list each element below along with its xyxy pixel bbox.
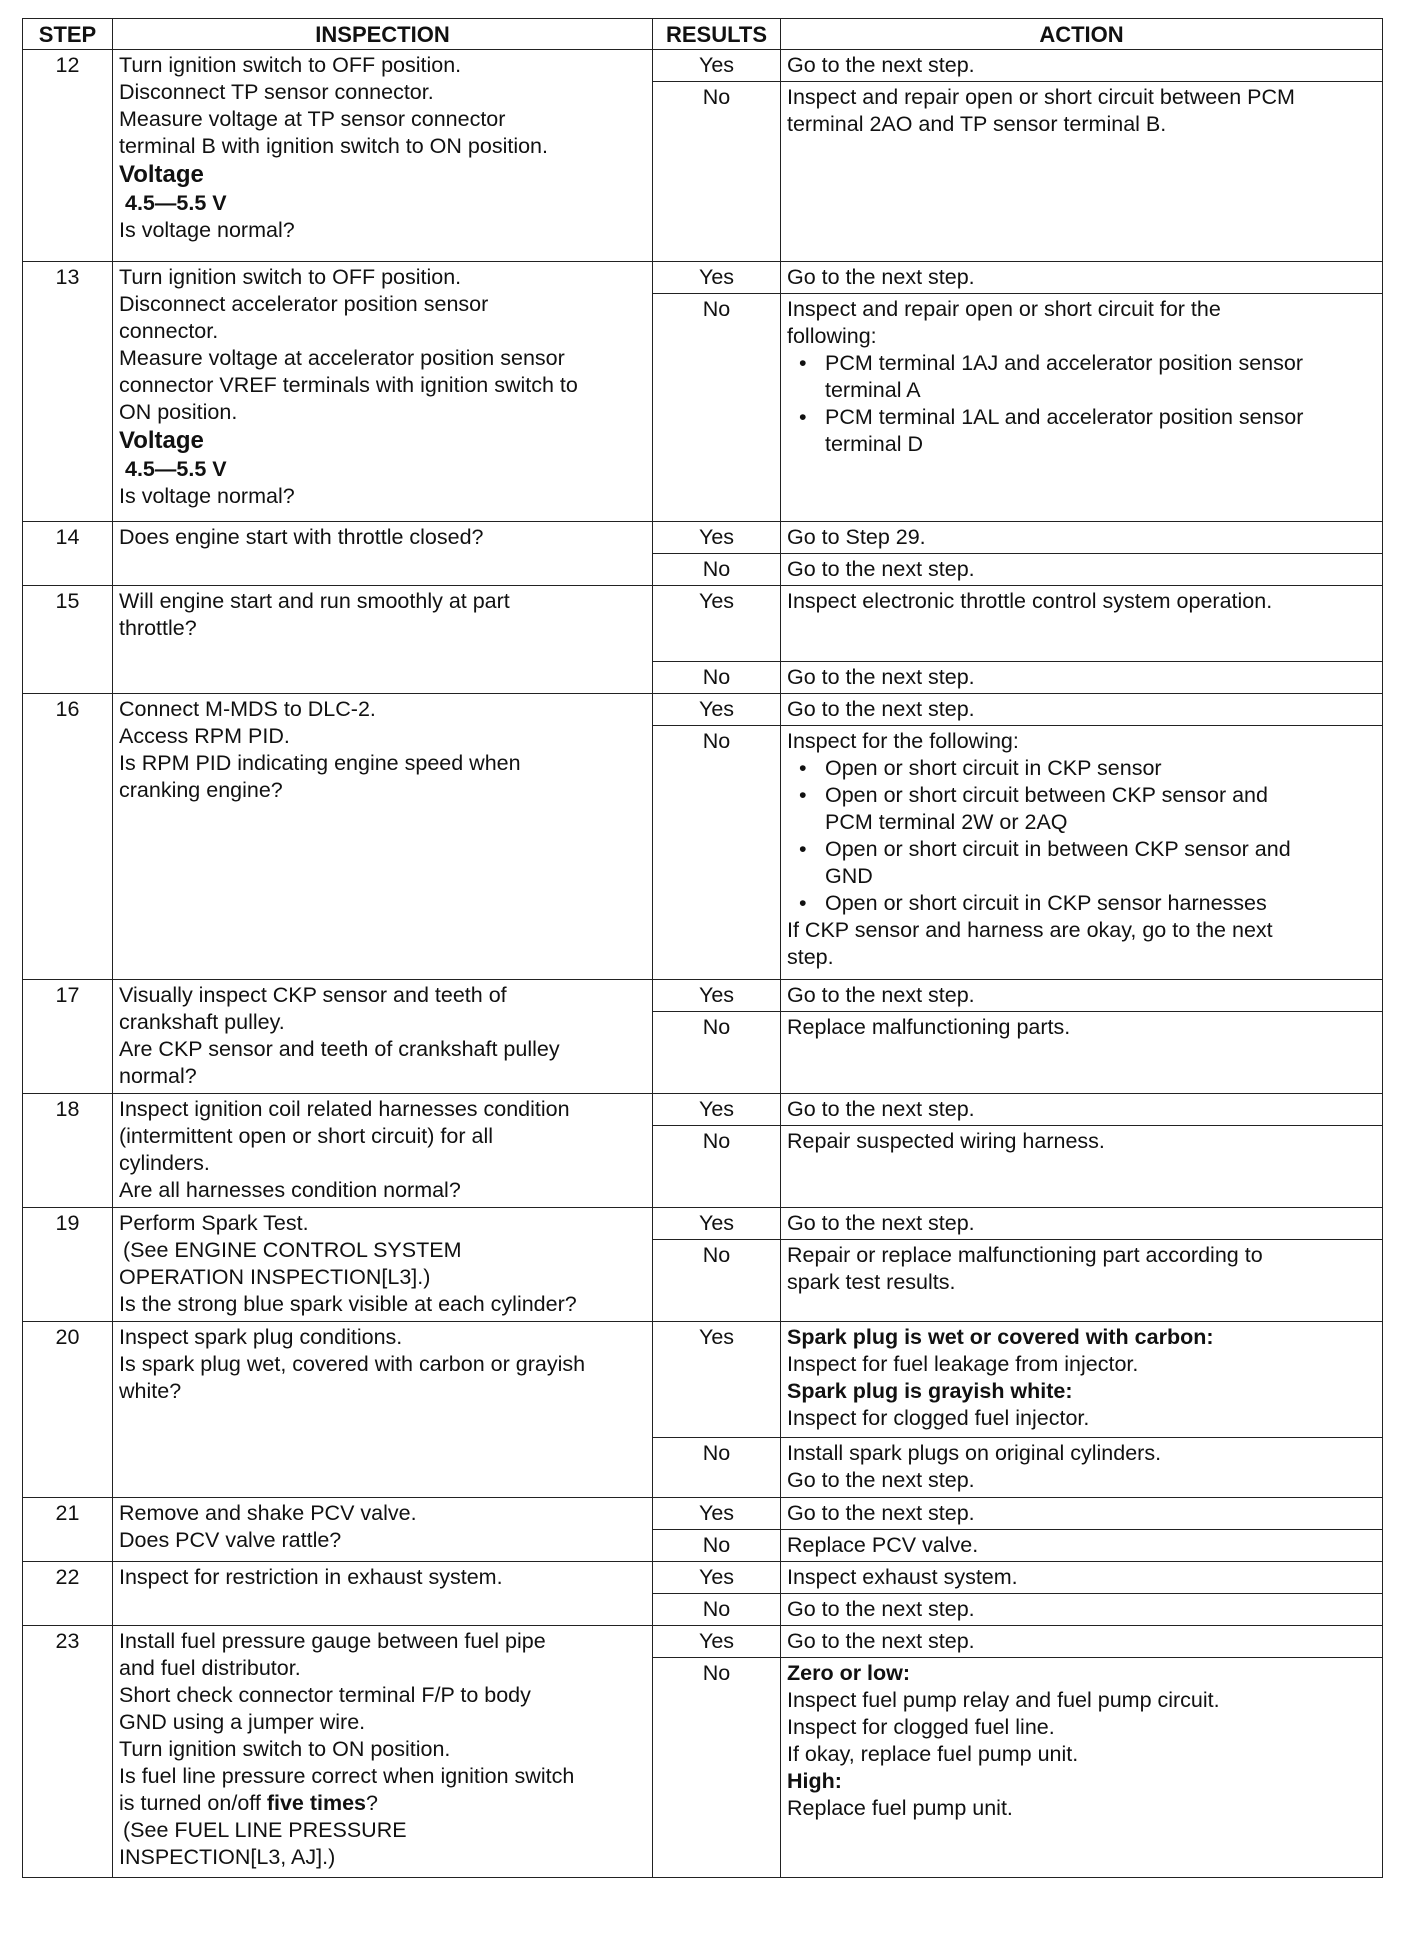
inspection-line: Will engine start and run smoothly at part — [119, 589, 510, 613]
step-number: 21 — [23, 1498, 113, 1562]
table-row — [23, 1094, 1383, 1126]
inspection-line: Voltage — [119, 427, 204, 454]
result-cell: No — [653, 1530, 781, 1562]
header-results: RESULTS — [653, 19, 781, 50]
inspection-line: Is voltage normal? — [119, 484, 295, 508]
inspection-line: Perform Spark Test. — [119, 1211, 309, 1235]
table-row — [23, 1498, 1383, 1530]
action-line: Go to the next step. — [787, 1629, 975, 1653]
action-line: Spark plug is wet or covered with carbon: — [787, 1325, 1214, 1349]
action-cell — [781, 694, 1383, 726]
table-body — [23, 50, 1383, 1878]
action-line: Go to the next step. — [787, 697, 975, 721]
action-line: terminal D — [825, 432, 923, 456]
inspection-line: throttle? — [119, 616, 197, 640]
action-cell — [781, 1012, 1383, 1094]
inspection-line: Are all harnesses condition normal? — [119, 1178, 461, 1202]
table-row — [23, 1208, 1383, 1240]
inspection-line: 4.5—5.5 V — [125, 191, 227, 215]
table-row — [23, 1562, 1383, 1594]
action-line: Go to Step 29. — [787, 525, 926, 549]
header-action: ACTION — [781, 19, 1383, 50]
action-bullet-item: • Open or short circuit between CKP sensor and — [787, 782, 1376, 809]
inspection-line: ON position. — [119, 400, 238, 424]
action-line: Go to the next step. — [787, 557, 975, 581]
action-line: following: — [787, 324, 877, 348]
inspection-emphasis: five times — [266, 1791, 366, 1815]
inspection-line: Inspect spark plug conditions. — [119, 1325, 403, 1349]
result-cell: Yes — [653, 1498, 781, 1530]
action-line: PCM terminal 2W or 2AQ — [825, 810, 1068, 834]
inspection-line: 4.5—5.5 V — [125, 457, 227, 481]
inspection-cell — [113, 1562, 653, 1626]
action-cell — [781, 262, 1383, 294]
inspection-line: Inspect for restriction in exhaust system. — [119, 1565, 503, 1589]
action-cell — [781, 82, 1383, 262]
action-line: Replace fuel pump unit. — [787, 1796, 1013, 1820]
action-line: step. — [787, 945, 834, 969]
step-number: 19 — [23, 1208, 113, 1322]
inspection-line: Connect M-MDS to DLC-2. — [119, 697, 376, 721]
action-line: Go to the next step. — [787, 1597, 975, 1621]
step-number: 13 — [23, 262, 113, 522]
table-row — [23, 262, 1383, 294]
result-cell: No — [653, 662, 781, 694]
action-cell — [781, 1530, 1383, 1562]
result-cell: No — [653, 1658, 781, 1878]
step-number: 20 — [23, 1322, 113, 1498]
action-line: Inspect for clogged fuel line. — [787, 1715, 1055, 1739]
action-line: terminal 2AO and TP sensor terminal B. — [787, 112, 1167, 136]
action-line: If CKP sensor and harness are okay, go to the next — [787, 918, 1273, 942]
inspection-line — [119, 1790, 646, 1817]
inspection-line: Is voltage normal? — [119, 218, 295, 242]
action-cell — [781, 980, 1383, 1012]
result-cell: No — [653, 1594, 781, 1626]
action-cell — [781, 294, 1383, 522]
inspection-line: white? — [119, 1379, 182, 1403]
result-cell: Yes — [653, 694, 781, 726]
step-number: 17 — [23, 980, 113, 1094]
inspection-line: OPERATION INSPECTION[L3].) — [119, 1265, 431, 1289]
inspection-line: (intermittent open or short circuit) for all — [119, 1124, 493, 1148]
action-line: Zero or low: — [787, 1661, 911, 1685]
inspection-line: Short check connector terminal F/P to body — [119, 1683, 531, 1707]
table-row — [23, 50, 1383, 82]
inspection-cell — [113, 1626, 653, 1878]
inspection-cell — [113, 1498, 653, 1562]
inspection-text: ? — [366, 1791, 378, 1815]
table-row — [23, 1322, 1383, 1438]
result-cell: No — [653, 1012, 781, 1094]
action-line: Go to the next step. — [787, 53, 975, 77]
inspection-cell — [113, 694, 653, 980]
action-bullet-item: • Open or short circuit in CKP sensor harnesses — [787, 890, 1376, 917]
action-line: Go to the next step. — [787, 1211, 975, 1235]
action-line: Repair or replace malfunctioning part according to — [787, 1243, 1263, 1267]
table-row — [23, 694, 1383, 726]
inspection-line: Remove and shake PCV valve. — [119, 1501, 417, 1525]
result-cell: No — [653, 294, 781, 522]
table-row — [23, 980, 1383, 1012]
inspection-line: Disconnect TP sensor connector. — [119, 80, 434, 104]
action-line: terminal A — [825, 378, 921, 402]
inspection-line: Measure voltage at TP sensor connector — [119, 107, 506, 131]
inspection-line: Is the strong blue spark visible at each cylinder? — [119, 1292, 577, 1316]
inspection-line: Are CKP sensor and teeth of crankshaft pulley — [119, 1037, 560, 1061]
step-number: 15 — [23, 586, 113, 694]
action-cell — [781, 522, 1383, 554]
action-line: Inspect for the following: — [787, 729, 1019, 753]
action-line: Inspect and repair open or short circuit for the — [787, 297, 1221, 321]
inspection-cell — [113, 586, 653, 694]
header-row — [23, 19, 1383, 50]
inspection-line: Turn ignition switch to ON position. — [119, 1737, 451, 1761]
inspection-line: crankshaft pulley. — [119, 1010, 285, 1034]
action-cell — [781, 1594, 1383, 1626]
result-cell: No — [653, 554, 781, 586]
result-cell: No — [653, 1240, 781, 1322]
step-number: 12 — [23, 50, 113, 262]
inspection-line: Is RPM PID indicating engine speed when — [119, 751, 521, 775]
action-cell — [781, 50, 1383, 82]
action-line: Inspect and repair open or short circuit between PCM — [787, 85, 1295, 109]
action-line: Go to the next step. — [787, 1501, 975, 1525]
inspection-cell — [113, 522, 653, 586]
action-cell — [781, 726, 1383, 980]
step-number: 16 — [23, 694, 113, 980]
action-line: Inspect exhaust system. — [787, 1565, 1018, 1589]
inspection-text: is turned on/off — [119, 1791, 267, 1815]
action-cell — [781, 1094, 1383, 1126]
action-line: Repair suspected wiring harness. — [787, 1129, 1105, 1153]
action-line: Go to the next step. — [787, 983, 975, 1007]
inspection-line: Does engine start with throttle closed? — [119, 525, 484, 549]
inspection-cell — [113, 262, 653, 522]
inspection-line: (See FUEL LINE PRESSURE — [123, 1818, 407, 1842]
result-cell: Yes — [653, 980, 781, 1012]
inspection-line: Install fuel pressure gauge between fuel pipe — [119, 1629, 546, 1653]
inspection-line: Voltage — [119, 161, 204, 188]
table-row — [23, 522, 1383, 554]
result-cell: Yes — [653, 50, 781, 82]
action-cell — [781, 1208, 1383, 1240]
inspection-line: Is spark plug wet, covered with carbon or grayish — [119, 1352, 586, 1376]
action-cell — [781, 1438, 1383, 1498]
inspection-line: connector VREF terminals with ignition switch to — [119, 373, 578, 397]
action-cell — [781, 1126, 1383, 1208]
action-cell — [781, 586, 1383, 662]
inspection-line: terminal B with ignition switch to ON position. — [119, 134, 548, 158]
result-cell: Yes — [653, 522, 781, 554]
inspection-line: Access RPM PID. — [119, 724, 290, 748]
result-cell: Yes — [653, 1322, 781, 1438]
action-bullet-item: • Open or short circuit in between CKP sensor and — [787, 836, 1376, 863]
inspection-line: Visually inspect CKP sensor and teeth of — [119, 983, 507, 1007]
action-line: Go to the next step. — [787, 1468, 975, 1492]
inspection-table — [22, 18, 1383, 1878]
inspection-line: connector. — [119, 319, 219, 343]
header-step: STEP — [23, 19, 113, 50]
result-cell: Yes — [653, 262, 781, 294]
inspection-line: Is fuel line pressure correct when ignition switch — [119, 1764, 575, 1788]
action-bullet-item: • Open or short circuit in CKP sensor — [787, 755, 1376, 782]
action-line: Go to the next step. — [787, 665, 975, 689]
table-row — [23, 586, 1383, 662]
inspection-cell — [113, 1322, 653, 1498]
inspection-line: normal? — [119, 1064, 197, 1088]
action-line: If okay, replace fuel pump unit. — [787, 1742, 1079, 1766]
action-cell — [781, 662, 1383, 694]
action-line: High: — [787, 1769, 842, 1793]
action-line: spark test results. — [787, 1270, 956, 1294]
result-cell: Yes — [653, 1562, 781, 1594]
result-cell: Yes — [653, 1626, 781, 1658]
action-cell — [781, 1240, 1383, 1322]
action-line: Replace malfunctioning parts. — [787, 1015, 1071, 1039]
action-line: Inspect electronic throttle control system operation. — [787, 589, 1273, 613]
inspection-line: cylinders. — [119, 1151, 210, 1175]
inspection-line: INSPECTION[L3, AJ].) — [119, 1845, 336, 1869]
step-number: 22 — [23, 1562, 113, 1626]
result-cell: No — [653, 1126, 781, 1208]
step-number: 18 — [23, 1094, 113, 1208]
inspection-line: Turn ignition switch to OFF position. — [119, 265, 462, 289]
action-line: Inspect fuel pump relay and fuel pump circuit. — [787, 1688, 1220, 1712]
result-cell: Yes — [653, 1094, 781, 1126]
header-inspection: INSPECTION — [113, 19, 653, 50]
action-line: Go to the next step. — [787, 265, 975, 289]
inspection-line: and fuel distributor. — [119, 1656, 301, 1680]
inspection-line: Does PCV valve rattle? — [119, 1528, 342, 1552]
action-line: Replace PCV valve. — [787, 1533, 979, 1557]
step-number: 14 — [23, 522, 113, 586]
table-row — [23, 1626, 1383, 1658]
inspection-cell — [113, 1094, 653, 1208]
action-cell — [781, 1562, 1383, 1594]
action-line: Go to the next step. — [787, 1097, 975, 1121]
action-bullet-item: • PCM terminal 1AJ and accelerator position sensor — [787, 350, 1376, 377]
action-cell — [781, 1322, 1383, 1438]
action-cell — [781, 1498, 1383, 1530]
inspection-line: cranking engine? — [119, 778, 283, 802]
result-cell: No — [653, 1438, 781, 1498]
action-line: Install spark plugs on original cylinders. — [787, 1441, 1162, 1465]
action-line: GND — [825, 864, 873, 888]
result-cell: Yes — [653, 586, 781, 662]
step-number: 23 — [23, 1626, 113, 1878]
action-bullet-item: • PCM terminal 1AL and accelerator position sensor — [787, 404, 1376, 431]
action-line: Inspect for clogged fuel injector. — [787, 1406, 1090, 1430]
action-cell — [781, 1626, 1383, 1658]
inspection-cell — [113, 50, 653, 262]
action-line: Spark plug is grayish white: — [787, 1379, 1073, 1403]
inspection-line: Disconnect accelerator position sensor — [119, 292, 489, 316]
inspection-line: Inspect ignition coil related harnesses condition — [119, 1097, 570, 1121]
inspection-line: GND using a jumper wire. — [119, 1710, 366, 1734]
result-cell: No — [653, 82, 781, 262]
inspection-cell — [113, 1208, 653, 1322]
result-cell: No — [653, 726, 781, 980]
inspection-line: Measure voltage at accelerator position sensor — [119, 346, 565, 370]
inspection-line: Turn ignition switch to OFF position. — [119, 53, 462, 77]
action-cell — [781, 554, 1383, 586]
inspection-cell — [113, 980, 653, 1094]
inspection-line: (See ENGINE CONTROL SYSTEM — [123, 1238, 462, 1262]
result-cell: Yes — [653, 1208, 781, 1240]
action-cell — [781, 1658, 1383, 1878]
action-line: Inspect for fuel leakage from injector. — [787, 1352, 1139, 1376]
